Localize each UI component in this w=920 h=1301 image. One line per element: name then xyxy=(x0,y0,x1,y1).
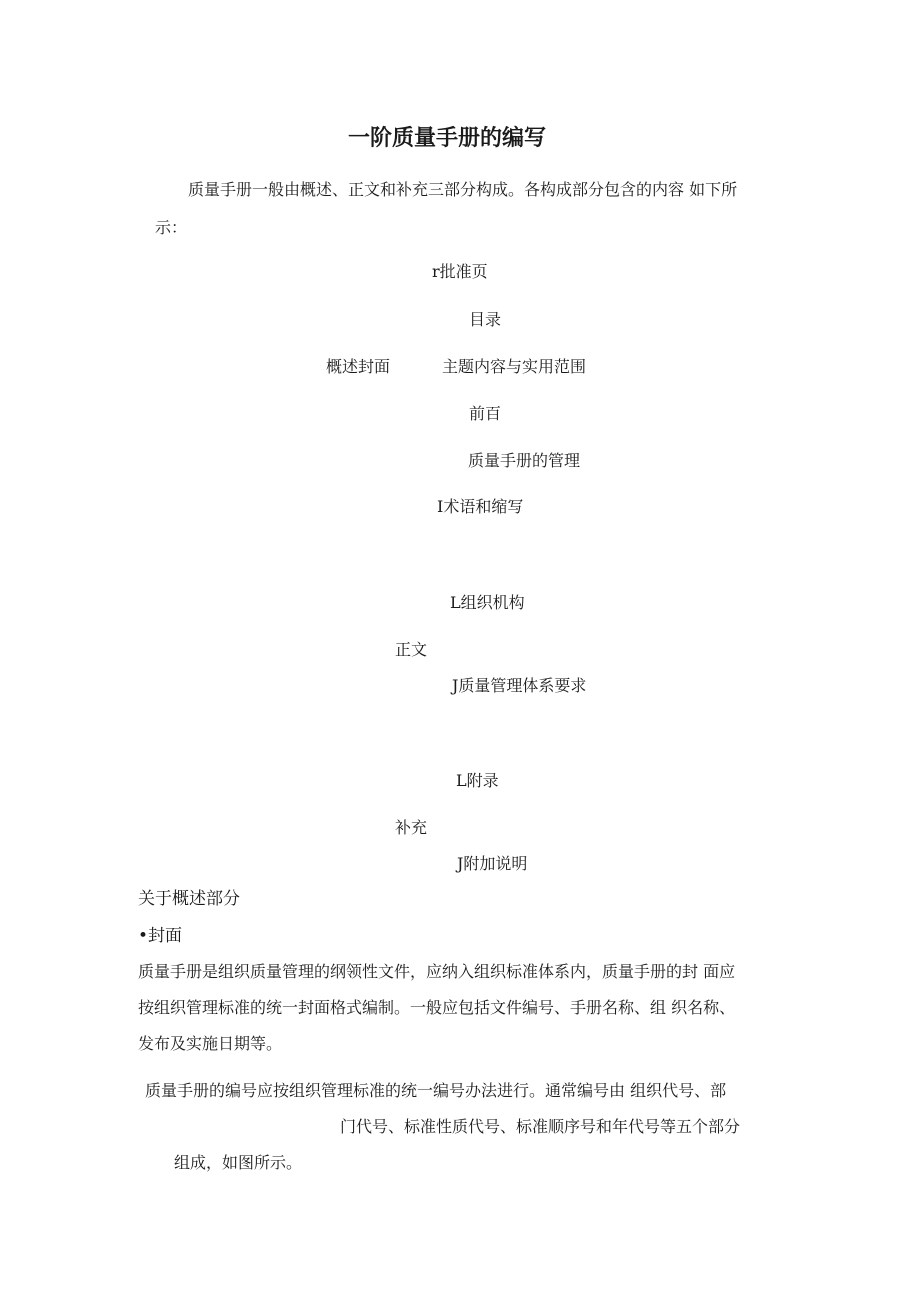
intro-line-1: 质量手册一般由概述、正文和补充三部分构成。各构成部分包含的内容 如下所 xyxy=(188,180,738,199)
overview-item-scope: 主题内容与实用范围 xyxy=(442,357,587,376)
paragraph-1-line-2: 按组织管理标准的统一封面格式编制。一般应包括文件编号、手册名称、组 织名称、 xyxy=(138,998,736,1017)
supplement-group-label: 补充 xyxy=(395,818,428,837)
bullet-heading-cover: •封面 xyxy=(138,926,183,946)
paragraph-2-line-2: 门代号、标准性质代号、标准顺序号和年代号等五个部分 xyxy=(340,1117,741,1136)
intro-line-2: 示： xyxy=(155,218,188,237)
body-item-qms-requirements: J质量管理体系要求 xyxy=(452,676,587,695)
body-item-organization: L组织机构 xyxy=(450,593,525,612)
overview-item-preface: 前百 xyxy=(469,404,502,423)
overview-item-approval-page: r批准页 xyxy=(432,262,488,281)
supplement-item-appendix: L附录 xyxy=(456,771,499,790)
overview-group-label: 概述封面 xyxy=(326,357,391,376)
overview-item-contents: 目录 xyxy=(469,310,502,329)
supplement-item-notes: J附加说明 xyxy=(457,854,528,873)
paragraph-2-line-1: 质量手册的编号应按组织管理标准的统一编号办法进行。通常编号由 组织代号、部 xyxy=(145,1081,727,1100)
paragraph-2-line-3: 组成，如图所示。 xyxy=(174,1153,303,1172)
paragraph-1-line-1: 质量手册是组织质量管理的纲领性文件，应纳入组织标准体系内，质量手册的封 面应 xyxy=(138,962,736,981)
body-group-label: 正文 xyxy=(395,640,428,659)
overview-item-manual-management: 质量手册的管理 xyxy=(468,451,581,470)
section-heading: 关于概述部分 xyxy=(138,889,240,909)
paragraph-1-line-3: 发布及实施日期等。 xyxy=(138,1034,283,1053)
document-title: 一阶质量手册的编写 xyxy=(348,125,547,151)
overview-item-terms: I术语和缩写 xyxy=(437,497,524,516)
